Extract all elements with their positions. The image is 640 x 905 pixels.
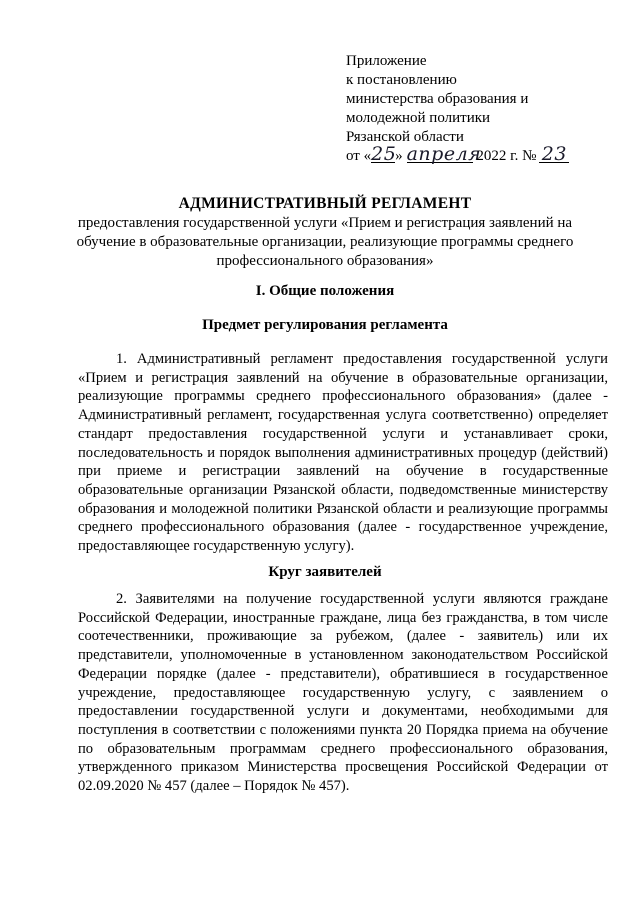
appendix-line: Рязанской области	[346, 129, 464, 145]
handwritten-number: 23	[539, 147, 569, 163]
appendix-line: к постановлению	[346, 72, 457, 88]
section-heading-general: I. Общие положения	[255, 283, 395, 299]
section-heading-subject: Предмет регулирования регламента	[202, 317, 448, 333]
appendix-line: Приложение	[346, 53, 427, 69]
document-title: АДМИНИСТРАТИВНЫЙ РЕГЛАМЕНТ	[178, 195, 472, 212]
paragraph-2: 2. Заявителями на получение государственной услуги являются граждане Российской Федерации, иностранные граждане, лица без гражданства, в том числе соотечественники, проживающие за рубежом, (далее - заявитель) или их представители, уполномоченные в установленном законодательством Российской Федерации порядке (далее - представители), обратившиеся в государственное учреждение, предоставляющее государственную услугу, с заявлением о предоставлении государственной услуги и документами, необходимыми для поступления в соответствии с положениями пункта 20 Порядка приема на обучение по образовательным программам среднего профессионального образования, утвержденного приказом Министерства просвещения Российской Федерации от 02.09.2020 № 457 (далее – Порядок № 457).	[78, 591, 608, 795]
date-day-suffix: »	[395, 148, 403, 164]
handwritten-month: апреля	[406, 143, 482, 165]
section-heading-applicants: Круг заявителей	[268, 564, 382, 580]
appendix-block	[346, 52, 569, 166]
appendix-line: министерства образования и	[346, 91, 529, 107]
document-subtitle: предоставления государственной услуги «Прием и регистрация заявлений на обучение в образовательные организации, реализующие программы среднего профессионального образования»	[76, 215, 574, 269]
paragraph-1: 1. Административный регламент предоставления государственной услуги «Прием и регистрация заявлений на обучение в образовательные организации, реализующие программы среднего профессионального образования» (далее - Административный регламент, государственная услуга соответственно) определяет стандарт предоставления государственной услуги и устанавливает сроки, последовательность и порядок выполнения административных процедур (действий) при приеме и регистрации заявлений на обучение в государственные образовательные организации Рязанской области, подведомственные министерству образования и молодежной политики Рязанской области и реализующие программы среднего профессионального образования (далее - государственное учреждение, предоставляющее государственную услугу).	[78, 351, 608, 555]
title-block	[55, 194, 595, 271]
appendix-date-line	[346, 143, 569, 166]
date-year: 2022 г. №	[476, 148, 537, 164]
appendix-line: молодежной политики	[346, 110, 491, 126]
date-prefix: от «	[346, 148, 372, 164]
handwritten-day: 25	[371, 143, 397, 165]
